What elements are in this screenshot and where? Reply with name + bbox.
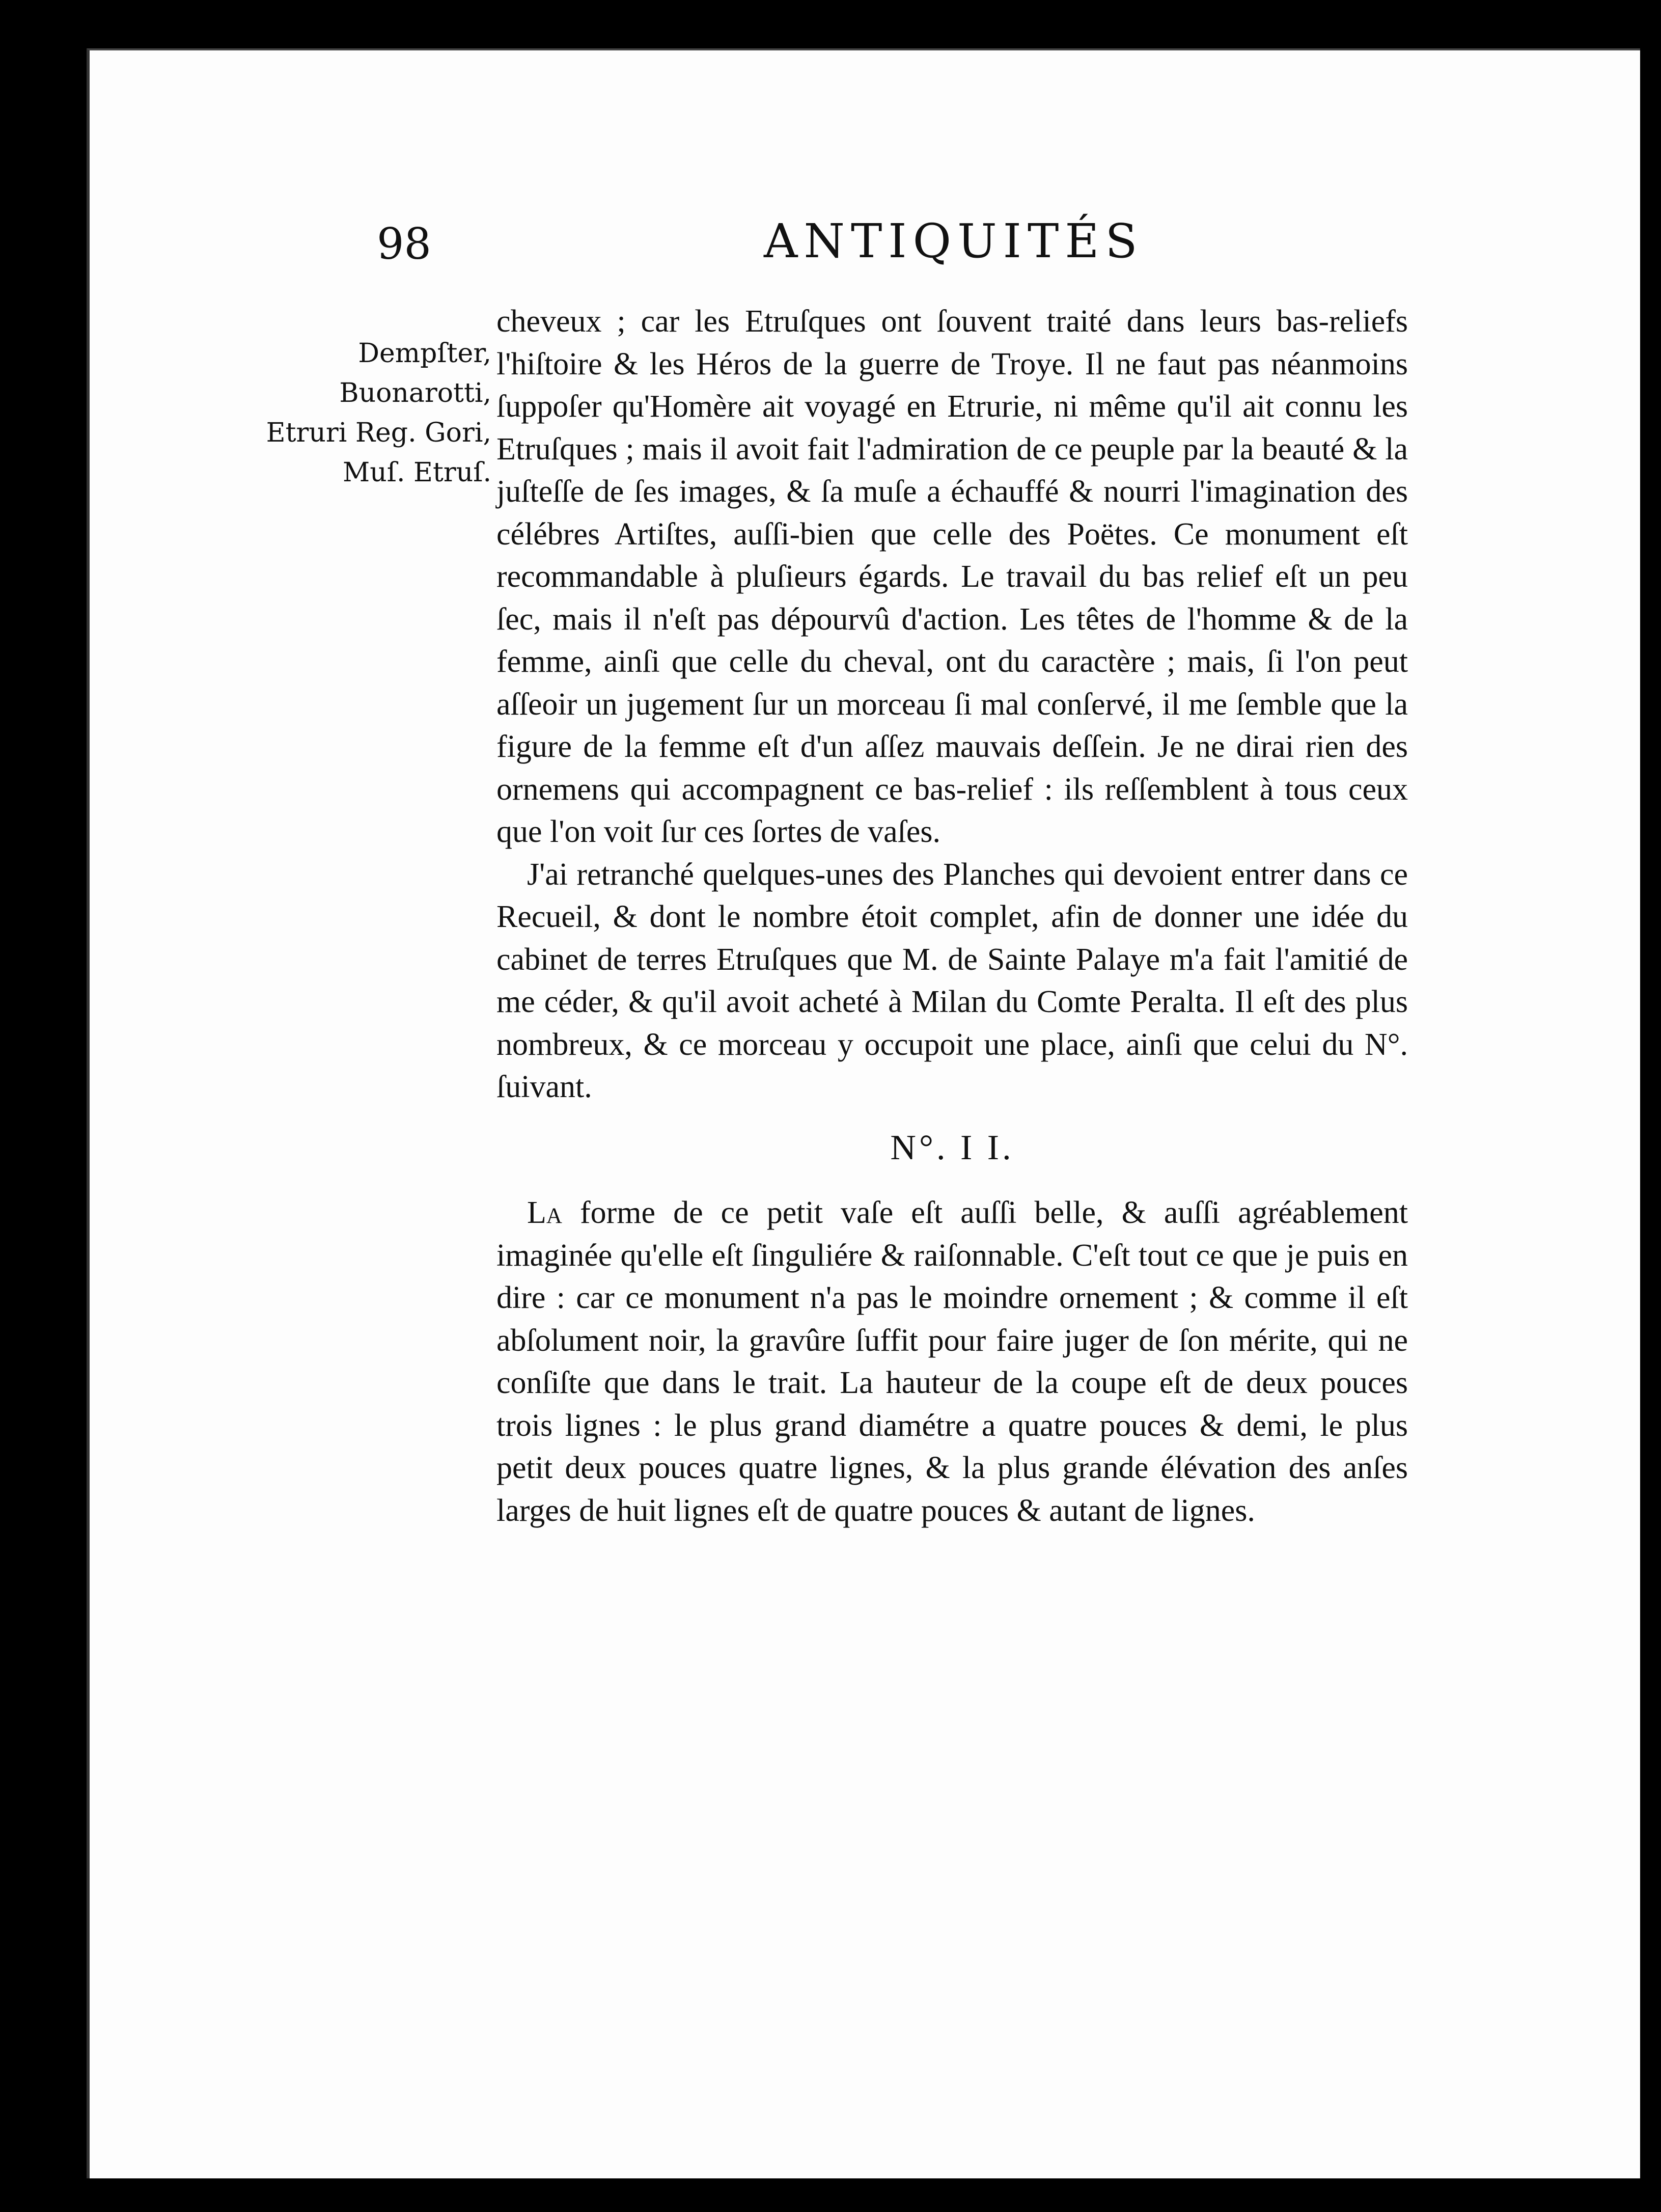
running-title: ANTIQUITÉS	[764, 214, 1144, 268]
paragraph-3	[496, 1192, 1408, 1532]
paragraph-1: cheveux ; car les Etruſques ont ſouvent traité dans leurs bas-reliefs l'hiſtoire & les Héros de la guerre de Troye. Il ne faut pas néanmoins ſuppoſer qu'Homère ait voyagé en Etrurie, ni même qu'il ait connu les Etruſques ; mais il avoit fait l'admiration de ce peuple par la beauté & la juſteſſe de ſes images, & ſa muſe a échauffé & nourri l'imagination des célébres Artiſtes, auſſi-bien que celle des Poëtes. Ce monument eſt recommandable à pluſieurs égards. Le travail du bas relief eſt un peu ſec, mais il n'eſt pas dépourvû d'action. Les têtes de l'homme & de la femme, ainſi que celle du cheval, ont du caractère ; mais, ſi l'on peut aſſeoir un jugement ſur un morceau ſi mal conſervé, il me ſemble que la figure de la femme eſt d'un aſſez mauvais deſſein. Je ne dirai rien des ornemens qui accompagnent ce bas-relief : ils reſſemblent à tous ceux que l'on voit ſur ces ſortes de vaſes.	[496, 304, 1408, 849]
paragraph-3-lead: La	[527, 1195, 562, 1230]
main-text	[496, 301, 1408, 1532]
paragraph-3-text: forme de ce petit vaſe eſt auſſi belle, & auſſi agréablement imaginée qu'elle eſt ſinguliére & raiſonnable. C'eſt tout ce que je puis en dire : car ce monument n'a pas le moindre ornement ; & comme il eſt abſolument noir, la gravûre ſuffit pour faire juger de ſon mérite, qui ne conſiſte que dans le trait. La hauteur de la coupe eſt de deux pouces trois lignes : le plus grand diamétre a quatre pouces & demi, le plus petit deux pouces quatre lignes, & la plus grande élévation des anſes larges de huit lignes eſt de quatre pouces & autant de lignes.	[496, 1195, 1408, 1528]
paragraph-2: J'ai retranché quelques-unes des Planches qui devoient entrer dans ce Recueil, & dont le nombre étoit complet, afin de donner une idée du cabinet de terres Etruſques que M. de Sainte Palaye m'a fait l'amitié de me céder, & qu'il avoit acheté à Milan du Comte Peralta. Il eſt des plus nombreux, & ce morceau y occupoit une place, ainſi que celui du N°. ſuivant.	[496, 857, 1408, 1104]
margin-note: Dempſter, Buonarotti, Etruri Reg. Gori, Muſ. Etruſ.	[266, 338, 491, 488]
page-number: 98	[377, 219, 431, 269]
section-heading: N°. I I.	[890, 1128, 1014, 1167]
